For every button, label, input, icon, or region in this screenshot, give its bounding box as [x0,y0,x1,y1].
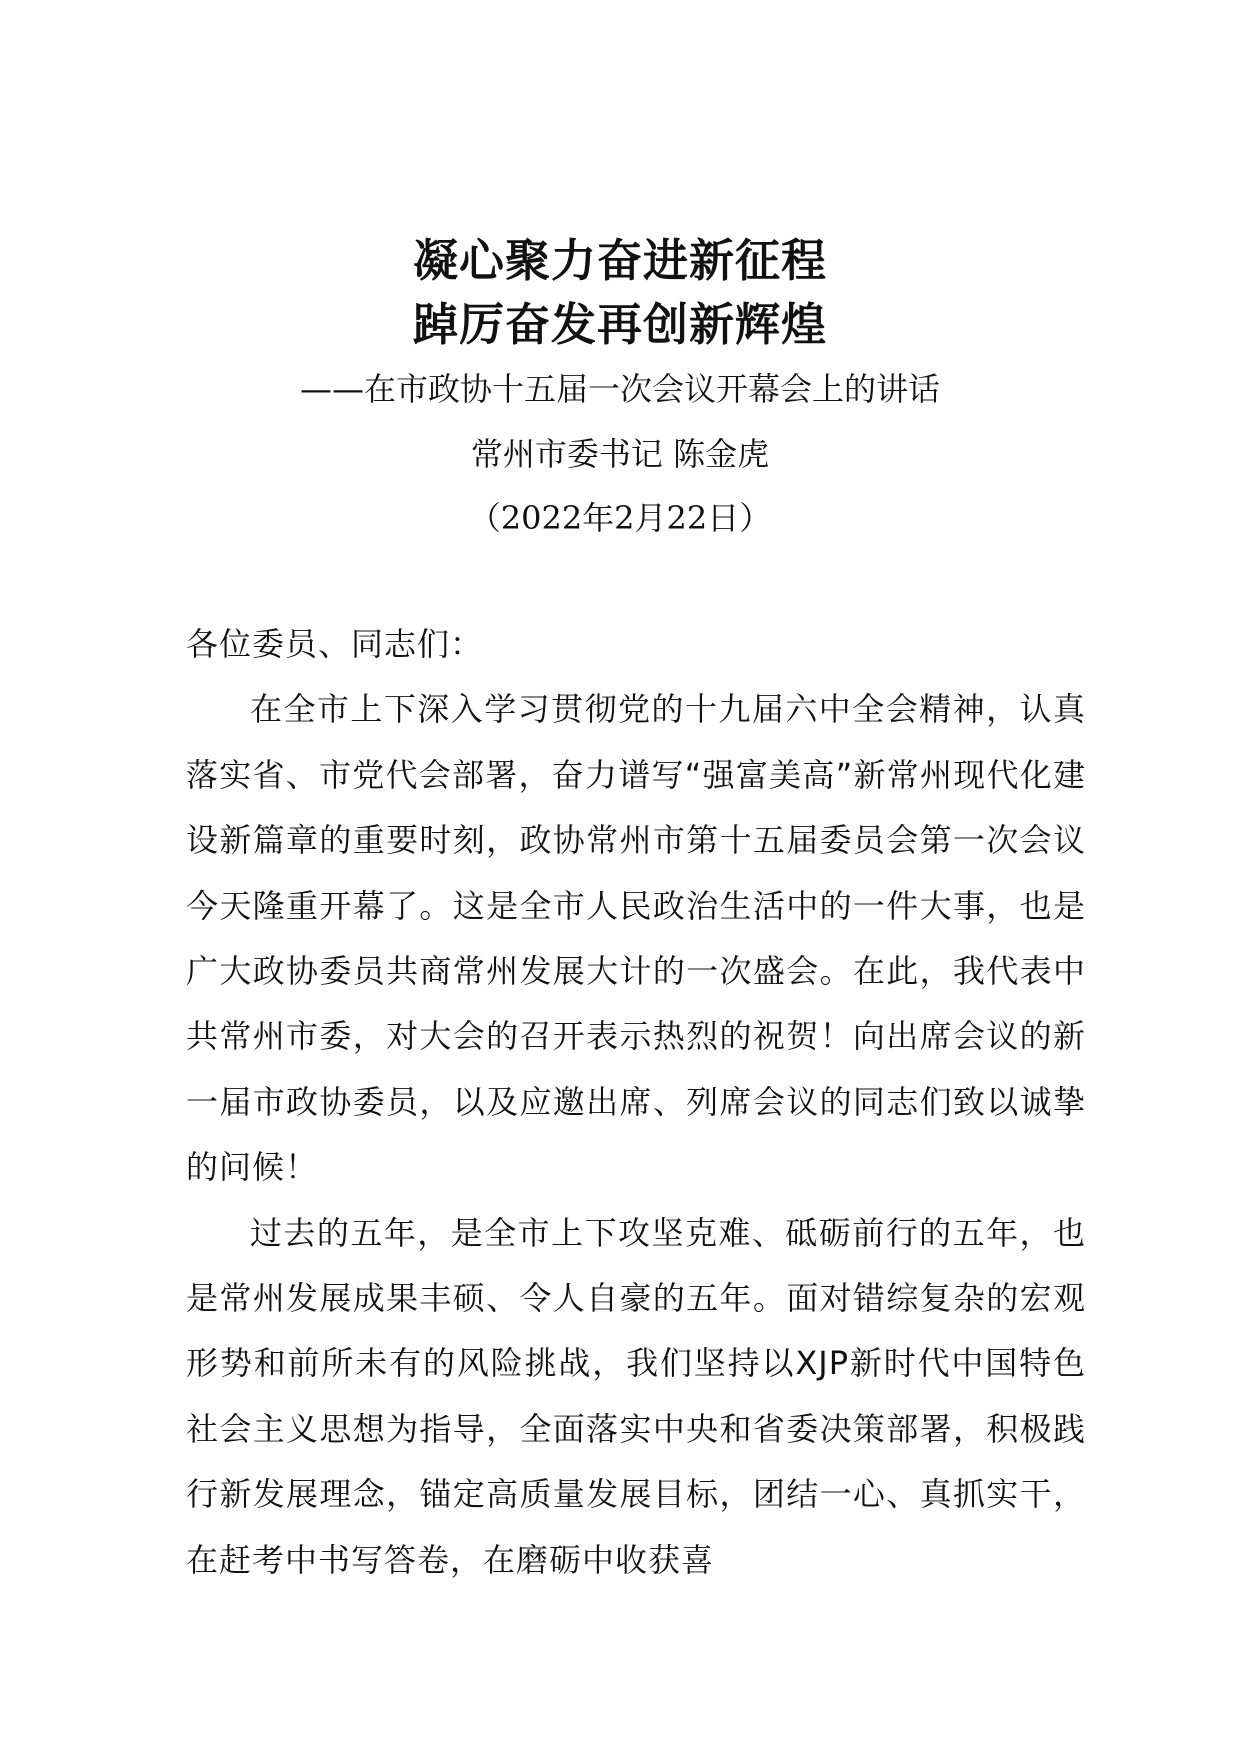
document-title-line-2: 踔厉奋发再创新辉煌 [412,298,827,351]
document-subtitle: ——在市政协十五届一次会议开幕会上的讲话 [299,370,940,408]
document-body [186,612,1086,1593]
paragraph-2: 过去的五年，是全市上下攻坚克难、砥砺前行的五年，也是常州发展成果丰硕、令人自豪的五年。面对错综复杂的宏观形势和前所未有的风险挑战，我们坚持以XJP新时代中国特色社会主义思想为指导，全面落实中央和省委决策部署，积极践行新发展理念，锚定高质量发展目标，团结一心、真抓实干，在赶考中书写答卷，在磨砺中收获喜 [186,1213,1086,1579]
document-date: （2022年2月22日） [468,499,772,537]
paragraph-1: 在全市上下深入学习贯彻党的十九届六中全会精神，认真落实省、市党代会部署，奋力谱写“强富美高”新常州现代化建设新篇章的重要时刻，政协常州市第十五届委员会第一次会议今天隆重开幕了。这是全市人民政治生活中的一件大事，也是广大政协委员共商常州发展大计的一次盛会。在此，我代表中共常州市委，对大会的召开表示热烈的祝贺！向出席会议的新一届市政协委员，以及应邀出席、列席会议的同志们致以诚挚的问候！ [186,690,1086,1187]
document-title-line-1: 凝心聚力奋进新征程 [412,234,827,287]
document-author: 常州市委书记 陈金虎 [470,435,770,473]
salutation: 各位委员、同志们： [186,625,484,663]
